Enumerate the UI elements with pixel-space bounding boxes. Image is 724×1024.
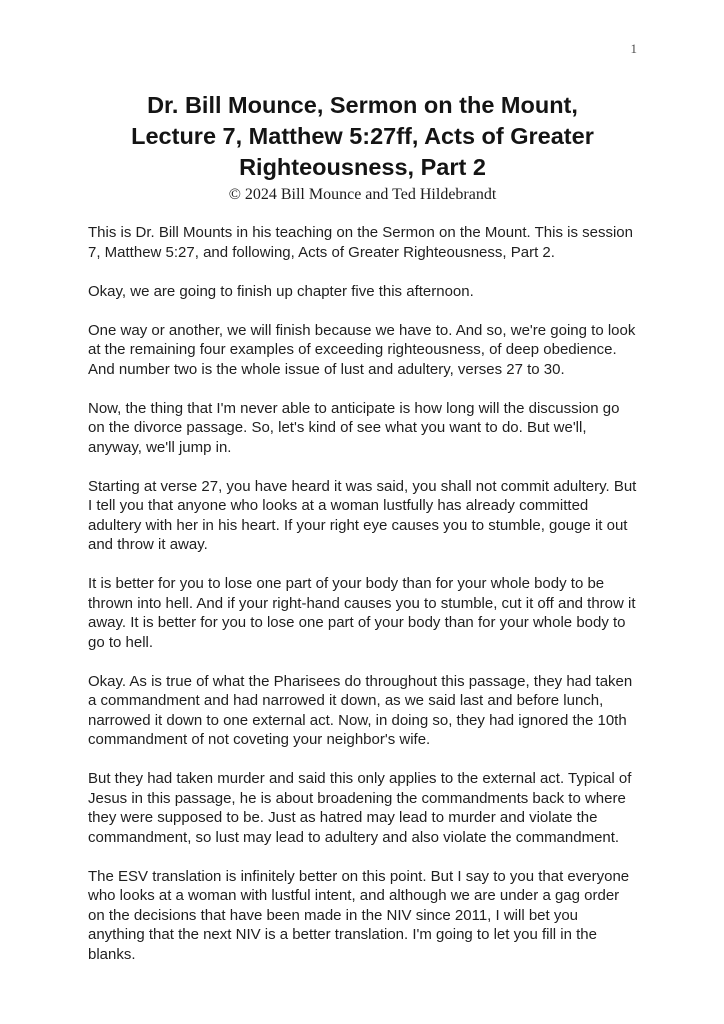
paragraph: Okay, we are going to finish up chapter five this afternoon. <box>88 282 474 300</box>
copyright-line: © 2024 Bill Mounce and Ted Hildebrandt <box>228 186 497 203</box>
title-line: Lecture 7, Matthew 5:27ff, Acts of Greater <box>131 123 594 149</box>
paragraph: Now, the thing that I'm never able to anticipate is how long will the discussion go on the divorce passage. So, let's kind of see what you want to do. But we'll, anyway, we'll jump in. <box>88 399 620 456</box>
paragraph: But they had taken murder and said this only applies to the external act. Typical of Jesus in this passage, he is about broadening the commandments back to where they were supposed to be. Just as hatred may lead to murder and violate the commandment, so lust may lead to adultery and also violate the commandment. <box>88 770 632 846</box>
document-title <box>88 90 637 183</box>
paragraph: One way or another, we will finish because we have to. And so, we're going to look at the remaining four examples of exceeding righteousness, of deep obedience. And number two is the whole issue of lust and adultery, verses 27 to 30. <box>88 321 636 378</box>
document-body <box>88 223 637 964</box>
paragraph: The ESV translation is infinitely better on this point. But I say to you that everyone who looks at a woman with lustful intent, and although we are under a gag order on the decisions that have been made in the NIV since 2011, I will bet you anything that the next NIV is a better translation. I'm going to let you fill in the blanks. <box>88 867 630 963</box>
document-header <box>88 90 637 205</box>
paragraph: This is Dr. Bill Mounts in his teaching on the Sermon on the Mount. This is session 7, Matthew 5:27, and following, Acts of Greater Righteousness, Part 2. <box>88 224 633 261</box>
page-number: 1 <box>630 41 637 56</box>
paragraph: It is better for you to lose one part of your body than for your whole body to be thrown into hell. And if your right-hand causes you to stumble, cut it off and throw it away. It is better for you to lose one part of your body than for your whole body to go to hell. <box>88 575 636 651</box>
title-line: Dr. Bill Mounce, Sermon on the Mount, <box>147 92 578 118</box>
paragraph: Starting at verse 27, you have heard it was said, you shall not commit adultery. But I tell you that anyone who looks at a woman lustfully has already committed adultery with her in his heart. If your right eye causes you to stumble, gouge it out and throw it away. <box>88 477 637 553</box>
title-line: Righteousness, Part 2 <box>239 154 486 180</box>
paragraph: Okay. As is true of what the Pharisees do throughout this passage, they had taken a commandment and had narrowed it down, as we said last and before lunch, narrowed it down to one external act. Now, in doing so, they had ignored the 10th commandment of not coveting your neighbor's wife. <box>88 672 633 748</box>
